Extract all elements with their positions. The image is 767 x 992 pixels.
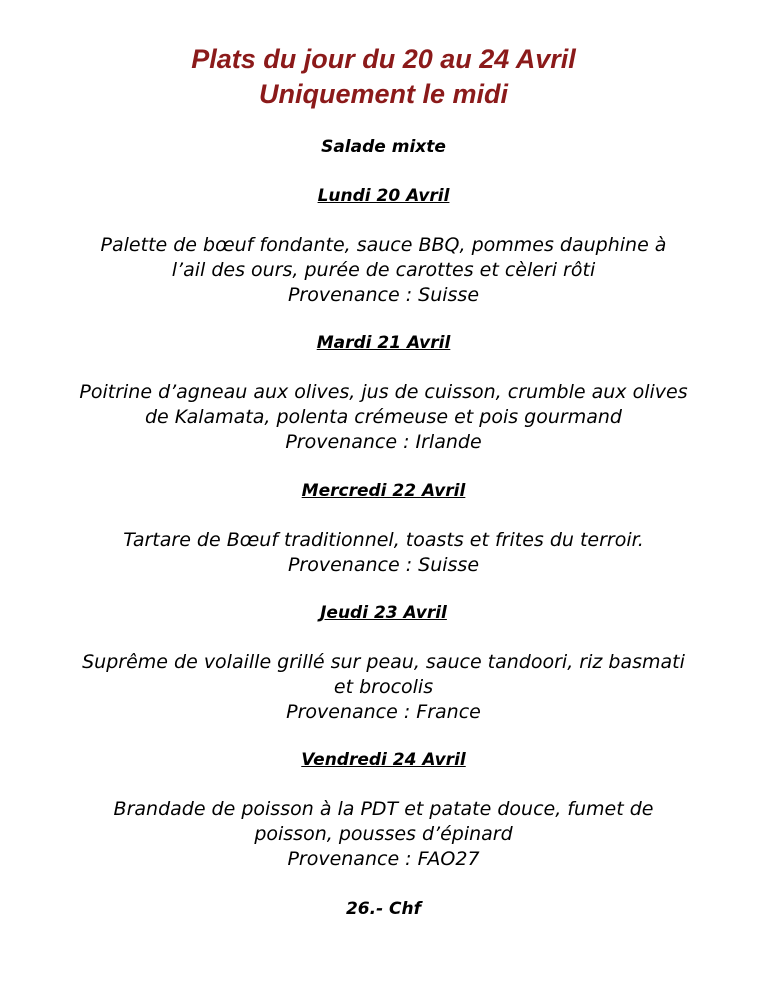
day-heading-friday: Vendredi 24 Avril: [301, 750, 466, 770]
dish-line: Poitrine d’agneau aux olives, jus de cuisson, crumble aux olives: [79, 381, 688, 403]
price-label: 26.- Chf: [345, 899, 422, 919]
dish-line: Suprême de volaille grillé sur peau, sauce tandoori, riz basmati: [82, 651, 685, 673]
salad-heading: Salade mixte: [321, 137, 446, 157]
page-title-line-2: Uniquement le midi: [258, 79, 509, 109]
day-heading-wednesday: Mercredi 22 Avril: [301, 481, 466, 501]
page-title-line-1: Plats du jour du 20 au 24 Avril: [191, 44, 576, 74]
dish-line: l’ail des ours, purée de carottes et cèleri rôti: [171, 259, 596, 281]
dish-origin: Provenance : Suisse: [287, 554, 480, 576]
dish-line: Tartare de Bœuf traditionnel, toasts et frites du terroir.: [123, 529, 644, 551]
dish-line: poisson, pousses d’épinard: [254, 823, 513, 845]
dish-monday: [60, 233, 707, 308]
dish-origin: Provenance : France: [286, 701, 481, 723]
dish-line: Palette de bœuf fondante, sauce BBQ, pommes dauphine à: [100, 234, 667, 256]
dish-origin: Provenance : Irlande: [285, 431, 482, 453]
dish-line: et brocolis: [333, 676, 434, 698]
dish-line: de Kalamata, polenta crémeuse et pois gourmand: [145, 406, 622, 428]
dish-friday: [60, 797, 707, 872]
day-heading-tuesday: Mardi 21 Avril: [316, 333, 451, 353]
dish-thursday: [60, 650, 707, 725]
dish-origin: Provenance : FAO27: [287, 848, 480, 870]
dish-line: Brandade de poisson à la PDT et patate douce, fumet de: [113, 798, 654, 820]
day-heading-monday: Lundi 20 Avril: [317, 186, 450, 206]
dish-origin: Provenance : Suisse: [287, 284, 480, 306]
dish-wednesday: [60, 528, 707, 578]
day-heading-thursday: Jeudi 23 Avril: [320, 603, 447, 623]
dish-tuesday: [60, 380, 707, 455]
